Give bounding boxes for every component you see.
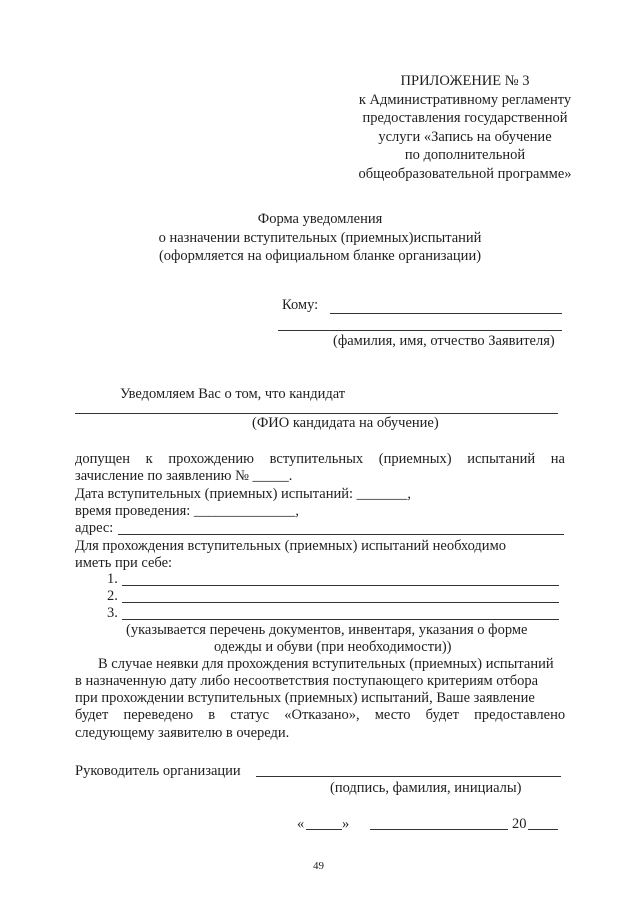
- bring-line-2: иметь при себе:: [75, 555, 173, 571]
- appendix-line: услуги «Запись на обучение: [378, 128, 552, 145]
- warning-line: в назначенную дату либо несоответствия поступающего критериям отбора: [75, 673, 539, 689]
- appendix-line: к Административному регламенту: [358, 91, 572, 108]
- warning-line: будет переведено в статус «Отказано», место будет предоставлено: [75, 707, 566, 723]
- date-year-line[interactable]: [528, 829, 558, 830]
- date-day-line[interactable]: [306, 829, 342, 830]
- appendix-block: [300, 72, 630, 183]
- recipient-field-line[interactable]: [330, 313, 562, 314]
- address-field-line[interactable]: [118, 534, 564, 535]
- items-caption: (указывается перечень документов, инвентаря, указания о форме: [126, 622, 528, 638]
- exam-date-line: Дата вступительных (приемных) испытаний: _______,: [75, 486, 412, 502]
- recipient-label: Кому:: [282, 297, 319, 313]
- appendix-line: предоставления государственной: [362, 110, 568, 126]
- warning-line: следующему заявителю в очереди.: [75, 725, 290, 741]
- form-title-block: [60, 210, 580, 266]
- form-subtitle: о назначении вступительных (приемных)испытаний: [158, 229, 482, 246]
- date-close-quote: »: [342, 816, 350, 832]
- address-label: адрес:: [75, 520, 114, 536]
- form-note: (оформляется на официальном бланке организации): [158, 248, 482, 264]
- notice-intro: Уведомляем Вас о том, что кандидат: [120, 386, 346, 402]
- enrollment-line: зачисление по заявлению № _____.: [75, 468, 293, 484]
- page-number: 49: [313, 860, 324, 872]
- item-field-line[interactable]: [122, 619, 559, 620]
- item-number: 3.: [107, 605, 118, 621]
- bring-line-1: Для прохождения вступительных (приемных) испытаний необходимо: [75, 538, 506, 554]
- appendix-line: общеобразовательной программе»: [358, 165, 572, 182]
- candidate-field-line[interactable]: [75, 413, 558, 414]
- appendix-title: ПРИЛОЖЕНИЕ № 3: [400, 73, 530, 89]
- item-field-line[interactable]: [122, 602, 559, 603]
- date-month-line[interactable]: [370, 829, 508, 830]
- warning-line: В случае неявки для прохождения вступительных (приемных) испытаний: [98, 656, 554, 672]
- item-number: 1.: [107, 571, 118, 587]
- signature-field-line[interactable]: [256, 776, 561, 777]
- recipient-caption: (фамилия, имя, отчество Заявителя): [333, 333, 555, 349]
- item-number: 2.: [107, 588, 118, 604]
- recipient-field-line-2[interactable]: [278, 330, 562, 331]
- form-title: Форма уведомления: [257, 211, 383, 227]
- signature-label: Руководитель организации: [75, 763, 241, 779]
- admitted-line: допущен к прохождению вступительных (приемных) испытаний на: [75, 451, 565, 467]
- appendix-line: по дополнительной: [404, 147, 526, 163]
- items-caption: одежды и обуви (при необходимости)): [214, 639, 452, 655]
- date-year-prefix: 20: [512, 816, 527, 832]
- warning-line: при прохождении вступительных (приемных) испытаний, Ваше заявление: [75, 690, 535, 706]
- signature-caption: (подпись, фамилия, инициалы): [330, 780, 522, 796]
- candidate-caption: (ФИО кандидата на обучение): [252, 415, 439, 431]
- date-open-quote: «: [297, 816, 305, 832]
- venue-time-line: время проведения: ______________,: [75, 503, 300, 519]
- item-field-line[interactable]: [122, 585, 559, 586]
